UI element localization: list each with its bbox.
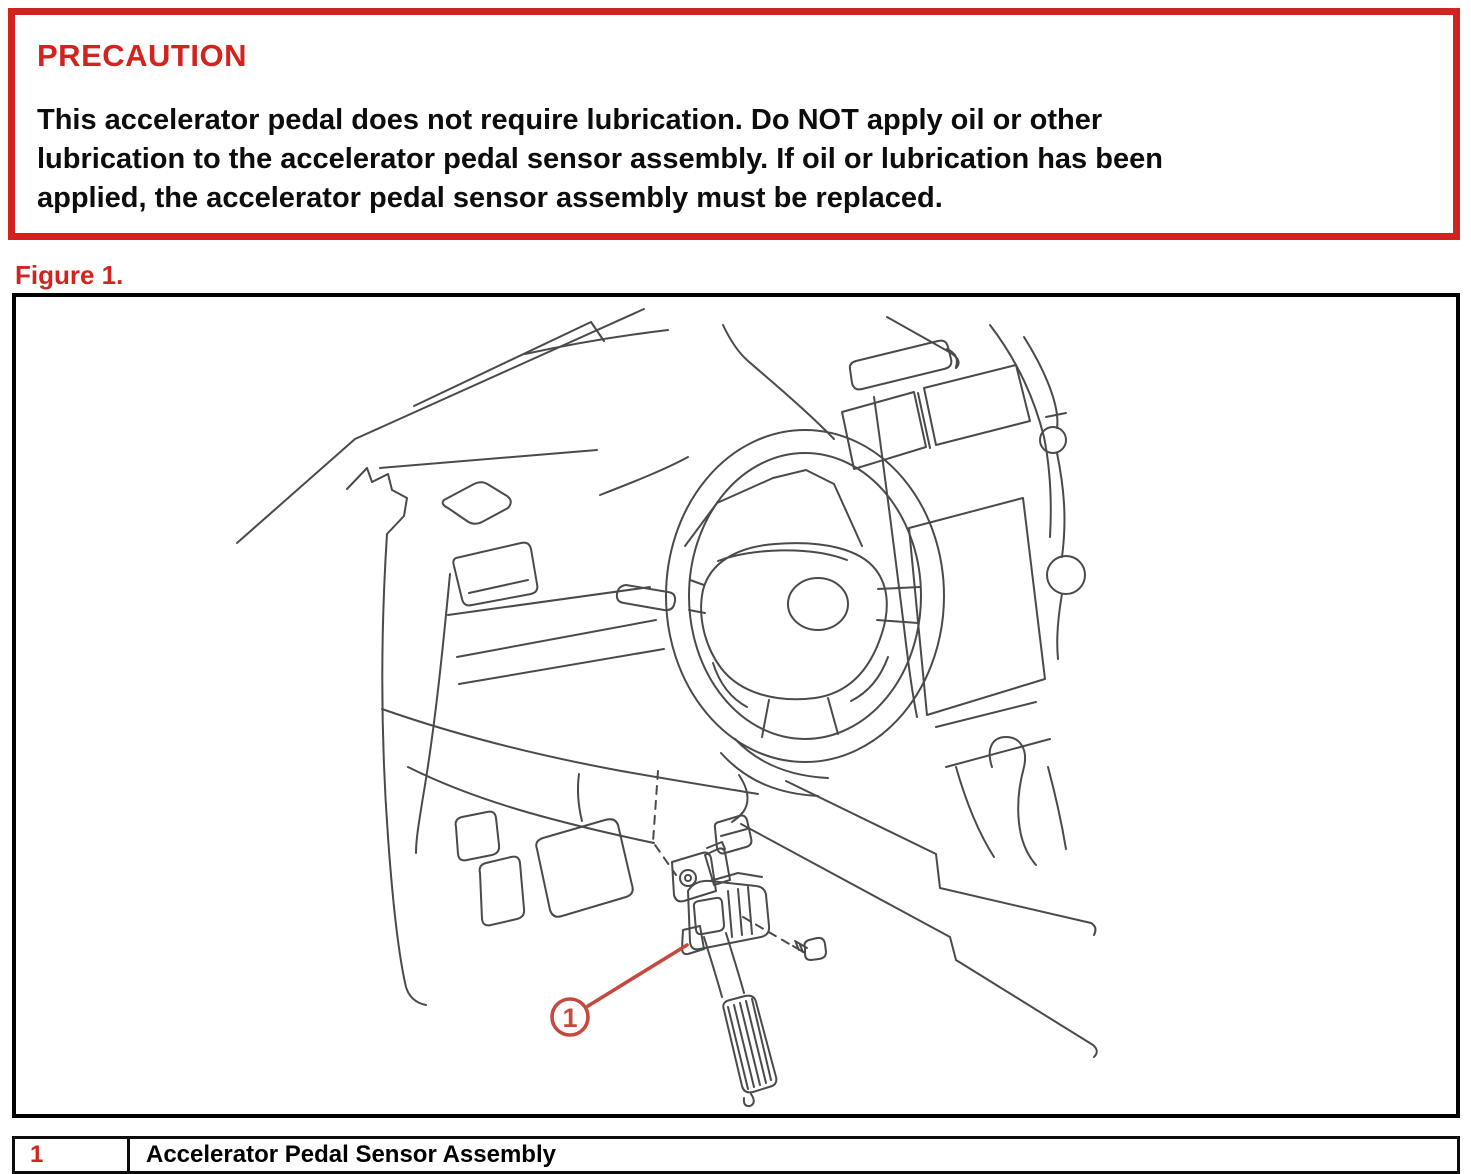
alignment-dashed-line [653,771,676,875]
precaution-box [8,8,1460,240]
shift-boot-line-1 [956,767,994,857]
horn-emblem-oval [788,578,848,630]
parts-table [12,1136,1460,1174]
console-outer-edge-mid [1057,453,1064,557]
sensor-body-rib-2 [738,889,742,935]
right-pillar-short-line [887,317,959,368]
right-pillar-descender [723,325,834,439]
windshield-edge-line [237,309,644,543]
cluster-hood-through-rim-2 [773,470,834,484]
airbag-pad [701,543,887,699]
accelerator-pedal-assembly [653,771,826,1106]
brake-pedal-pad [536,819,633,917]
console-left-edge [874,397,917,717]
left-spoke-line-1 [690,580,704,585]
a-pillar-inner-line [414,322,604,406]
shift-boot-line-2 [1048,767,1066,849]
mounting-hole-center [685,875,691,881]
display-screen [909,498,1045,715]
sensor-body-rib-1 [728,891,732,937]
console-upper-rect-left [842,392,926,469]
bottom-spoke-line-2 [828,698,838,734]
left-spoke-line-2 [689,610,705,613]
lower-left-slot [713,663,747,707]
mounting-bracket [672,853,716,902]
precaution-body-line: applied, the accelerator pedal sensor assembly must be replaced. [37,182,943,214]
dash-top-edge-left [380,450,597,468]
door-mirror-jag [347,468,407,534]
part-name-cell: Accelerator Pedal Sensor Assembly [146,1141,556,1168]
cluster-hood-through-rim-3 [834,484,862,546]
console-upper-rect-right [924,365,1030,445]
dash-brow-line [525,330,668,354]
dash-trim-band-2 [457,620,656,657]
left-dashboard [347,450,758,1005]
harness-connector-inner-line [721,829,747,836]
defroster-slot [850,341,951,390]
door-edge-line [382,534,426,1005]
part-ref-cell: 1 [15,1139,130,1171]
precaution-body [37,101,1433,218]
pedals [408,767,654,925]
sensor-body-top-edge [710,873,762,881]
sensor-body-rib-3 [748,887,752,934]
footrest-pedal [480,857,525,926]
console-knob [1047,556,1085,594]
sensor-body-window [694,898,724,934]
console-lower-line-1 [936,702,1036,727]
figure-1-drawing [16,297,1456,1114]
precaution-title: PRECAUTION [37,38,247,73]
windshield-pillar-lines [237,309,959,543]
precaution-body-line: This accelerator pedal does not require lubrication. Do NOT apply oil or other [37,104,1103,136]
floor-tunnel-lines [741,781,1097,1057]
steering-wheel [617,430,944,796]
console-outer-edge-lower [1057,594,1062,659]
right-spoke-line-2 [877,620,918,623]
dash-trim-band-3 [459,649,664,684]
steering-wheel-outer-rim [666,430,944,762]
callout-number: 1 [562,1003,578,1033]
bolt-dashed-line [743,917,791,945]
precaution-body-line: lubrication to the accelerator pedal sensor assembly. If oil or lubrication has been [37,143,1163,175]
instrument-pocket [453,543,537,606]
bolt-head [805,938,827,960]
figure-box [12,293,1460,1118]
center-console [842,325,1085,865]
instrument-pocket-inner-line [469,580,528,593]
brake-pedal-arm [578,774,582,821]
dash-top-edge-right [600,457,688,495]
callout-leader-line [588,945,687,1006]
carpet-edge-line [408,767,654,843]
pedal-bracket [456,812,500,861]
tunnel-diagonal-1 [786,781,1095,935]
side-vent [443,482,511,524]
callout-1 [552,945,687,1035]
steering-column-line-1 [735,739,828,778]
console-lower-line-2 [946,739,1050,767]
accelerator-pad-tip [744,1094,754,1106]
knee-panel-line [416,574,450,853]
sensor-lower-tab [682,926,704,954]
shift-lever [990,737,1036,865]
figure-label: Figure 1. [15,260,124,290]
table-row [15,1139,1457,1171]
